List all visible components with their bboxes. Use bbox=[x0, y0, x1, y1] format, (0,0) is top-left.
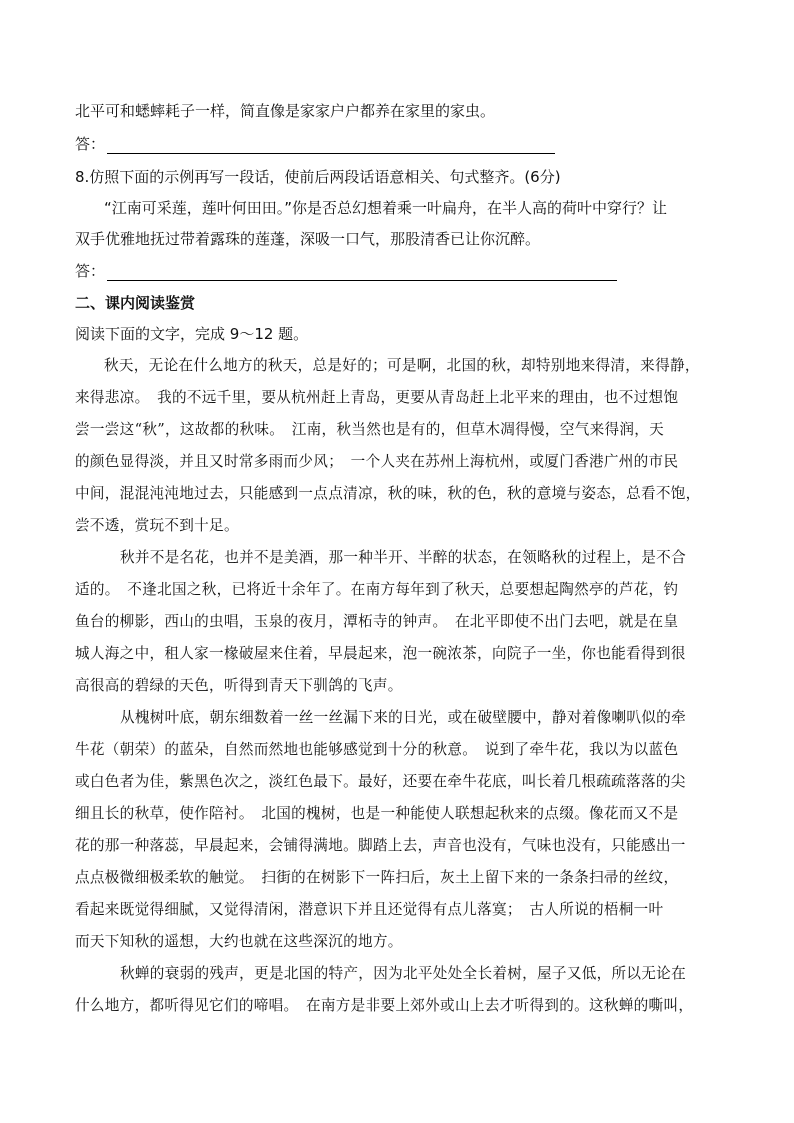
passage-line: 牛花（朝荣）的蓝朵，自然而然地也能够感觉到十分的秋意。 说到了牵牛花，我以为以蓝色 bbox=[75, 741, 679, 758]
passage-line: 点点极微细极柔软的触觉。 扫街的在树影下一阵扫后，灰土上留下来的一条条扫帚的丝纹， bbox=[75, 869, 679, 886]
passage-line: 花的那一种落蕊，早晨起来，会铺得满地。脚踏上去，声音也没有，气味也没有，只能感出一 bbox=[75, 837, 686, 854]
q8-example-line: 双手优雅地抚过带着露珠的莲蓬，深吸一口气，那股清香已让你沉醉。 bbox=[75, 230, 541, 248]
passage-line: 看起来既觉得细腻，又觉得清闲，潜意识下并且还觉得有点儿落寞； 古人所说的梧桐一叶 bbox=[75, 901, 664, 918]
answer-label: 答： bbox=[75, 135, 106, 153]
passage-line: 秋并不是名花，也并不是美酒，那一种半开、半醉的状态，在领略秋的过程上，是不合 bbox=[120, 549, 686, 566]
passage-line: 秋蝉的衰弱的残声，更是北国的特产，因为北平处处全长着树，屋子又低，所以无论在 bbox=[120, 965, 686, 982]
passage-line: 秋天，无论在什么地方的秋天，总是好的；可是啊，北国的秋，却特别地来得清，来得静， bbox=[104, 357, 700, 374]
q7-answer-blank[interactable] bbox=[107, 139, 555, 154]
passage-line: 城人海之中，租人家一椽破屋来住着，早晨起来，泡一碗浓茶，向院子一坐，你也能看得到很 bbox=[75, 645, 686, 662]
passage-line: 中间，混混沌沌地过去，只能感到一点点清凉，秋的味，秋的色，秋的意境与姿态，总看不饱， bbox=[75, 485, 701, 502]
passage-line: 来得悲凉。 我的不远千里，要从杭州赶上青岛，更要从青岛赶上北平来的理由，也不过想饱 bbox=[75, 389, 679, 406]
passage-line: 或白色者为佳，紫黑色次之，淡红色最下。最好，还要在牵牛花底，叫长着几根疏疏落落的尖 bbox=[75, 773, 686, 790]
passage-line: 高很高的碧绿的天色，听得到青天下驯鸽的飞声。 bbox=[75, 677, 403, 694]
q8-answer-line bbox=[75, 261, 617, 281]
passage-line: 细且长的秋草，使作陪衬。 北国的槐树，也是一种能使人联想起秋来的点缀。像花而又不是 bbox=[75, 805, 679, 822]
passage-line: 鱼台的柳影，西山的虫唱，玉泉的夜月，潭柘寺的钟声。 在北平即使不出门去吧，就是在皇 bbox=[75, 613, 679, 630]
passage-line: 而天下知秋的遥想，大约也就在这些深沉的地方。 bbox=[75, 933, 403, 950]
passage-line: 尝一尝这“秋”，这故都的秋味。 江南，秋当然也是有的，但草木凋得慢，空气来得润，天 bbox=[75, 421, 665, 438]
q8-example-line: “江南可采莲，莲叶何田田。”你是否总幻想着乘一叶扁舟，在半人高的荷叶中穿行？让 bbox=[104, 199, 668, 217]
q8-answer-blank[interactable] bbox=[107, 266, 617, 281]
q7-text-tail: 北平可和蟋蟀耗子一样，简直像是家家户户都养在家里的家虫。 bbox=[75, 102, 496, 120]
passage-line: 的颜色显得淡，并且又时常多雨而少风； 一个人夹在苏州上海杭州，或厦门香港广州的市民 bbox=[75, 453, 679, 470]
answer-label: 答： bbox=[75, 262, 106, 280]
q8-prompt: 8.仿照下面的示例再写一段话，使前后两段话语意相关、句式整齐。(6分) bbox=[75, 168, 561, 186]
passage-line: 适的。 不逢北国之秋，已将近十余年了。在南方每年到了秋天，总要想起陶然亭的芦花，钓 bbox=[75, 581, 679, 598]
section-heading: 二、课内阅读鉴赏 bbox=[75, 294, 196, 312]
passage-line: 尝不透，赏玩不到十足。 bbox=[75, 517, 239, 534]
passage-line: 从槐树叶底，朝东细数着一丝一丝漏下来的日光，或在破壁腰中，静对着像喇叭似的牵 bbox=[120, 709, 686, 726]
q7-answer-line bbox=[75, 134, 555, 154]
passage-line: 什么地方，都听得见它们的啼唱。 在南方是非要上郊外或山上去才听得到的。这秋蝉的嘶叫， bbox=[75, 997, 694, 1014]
section-instruction: 阅读下面的文字，完成 9～12 题。 bbox=[75, 325, 309, 343]
